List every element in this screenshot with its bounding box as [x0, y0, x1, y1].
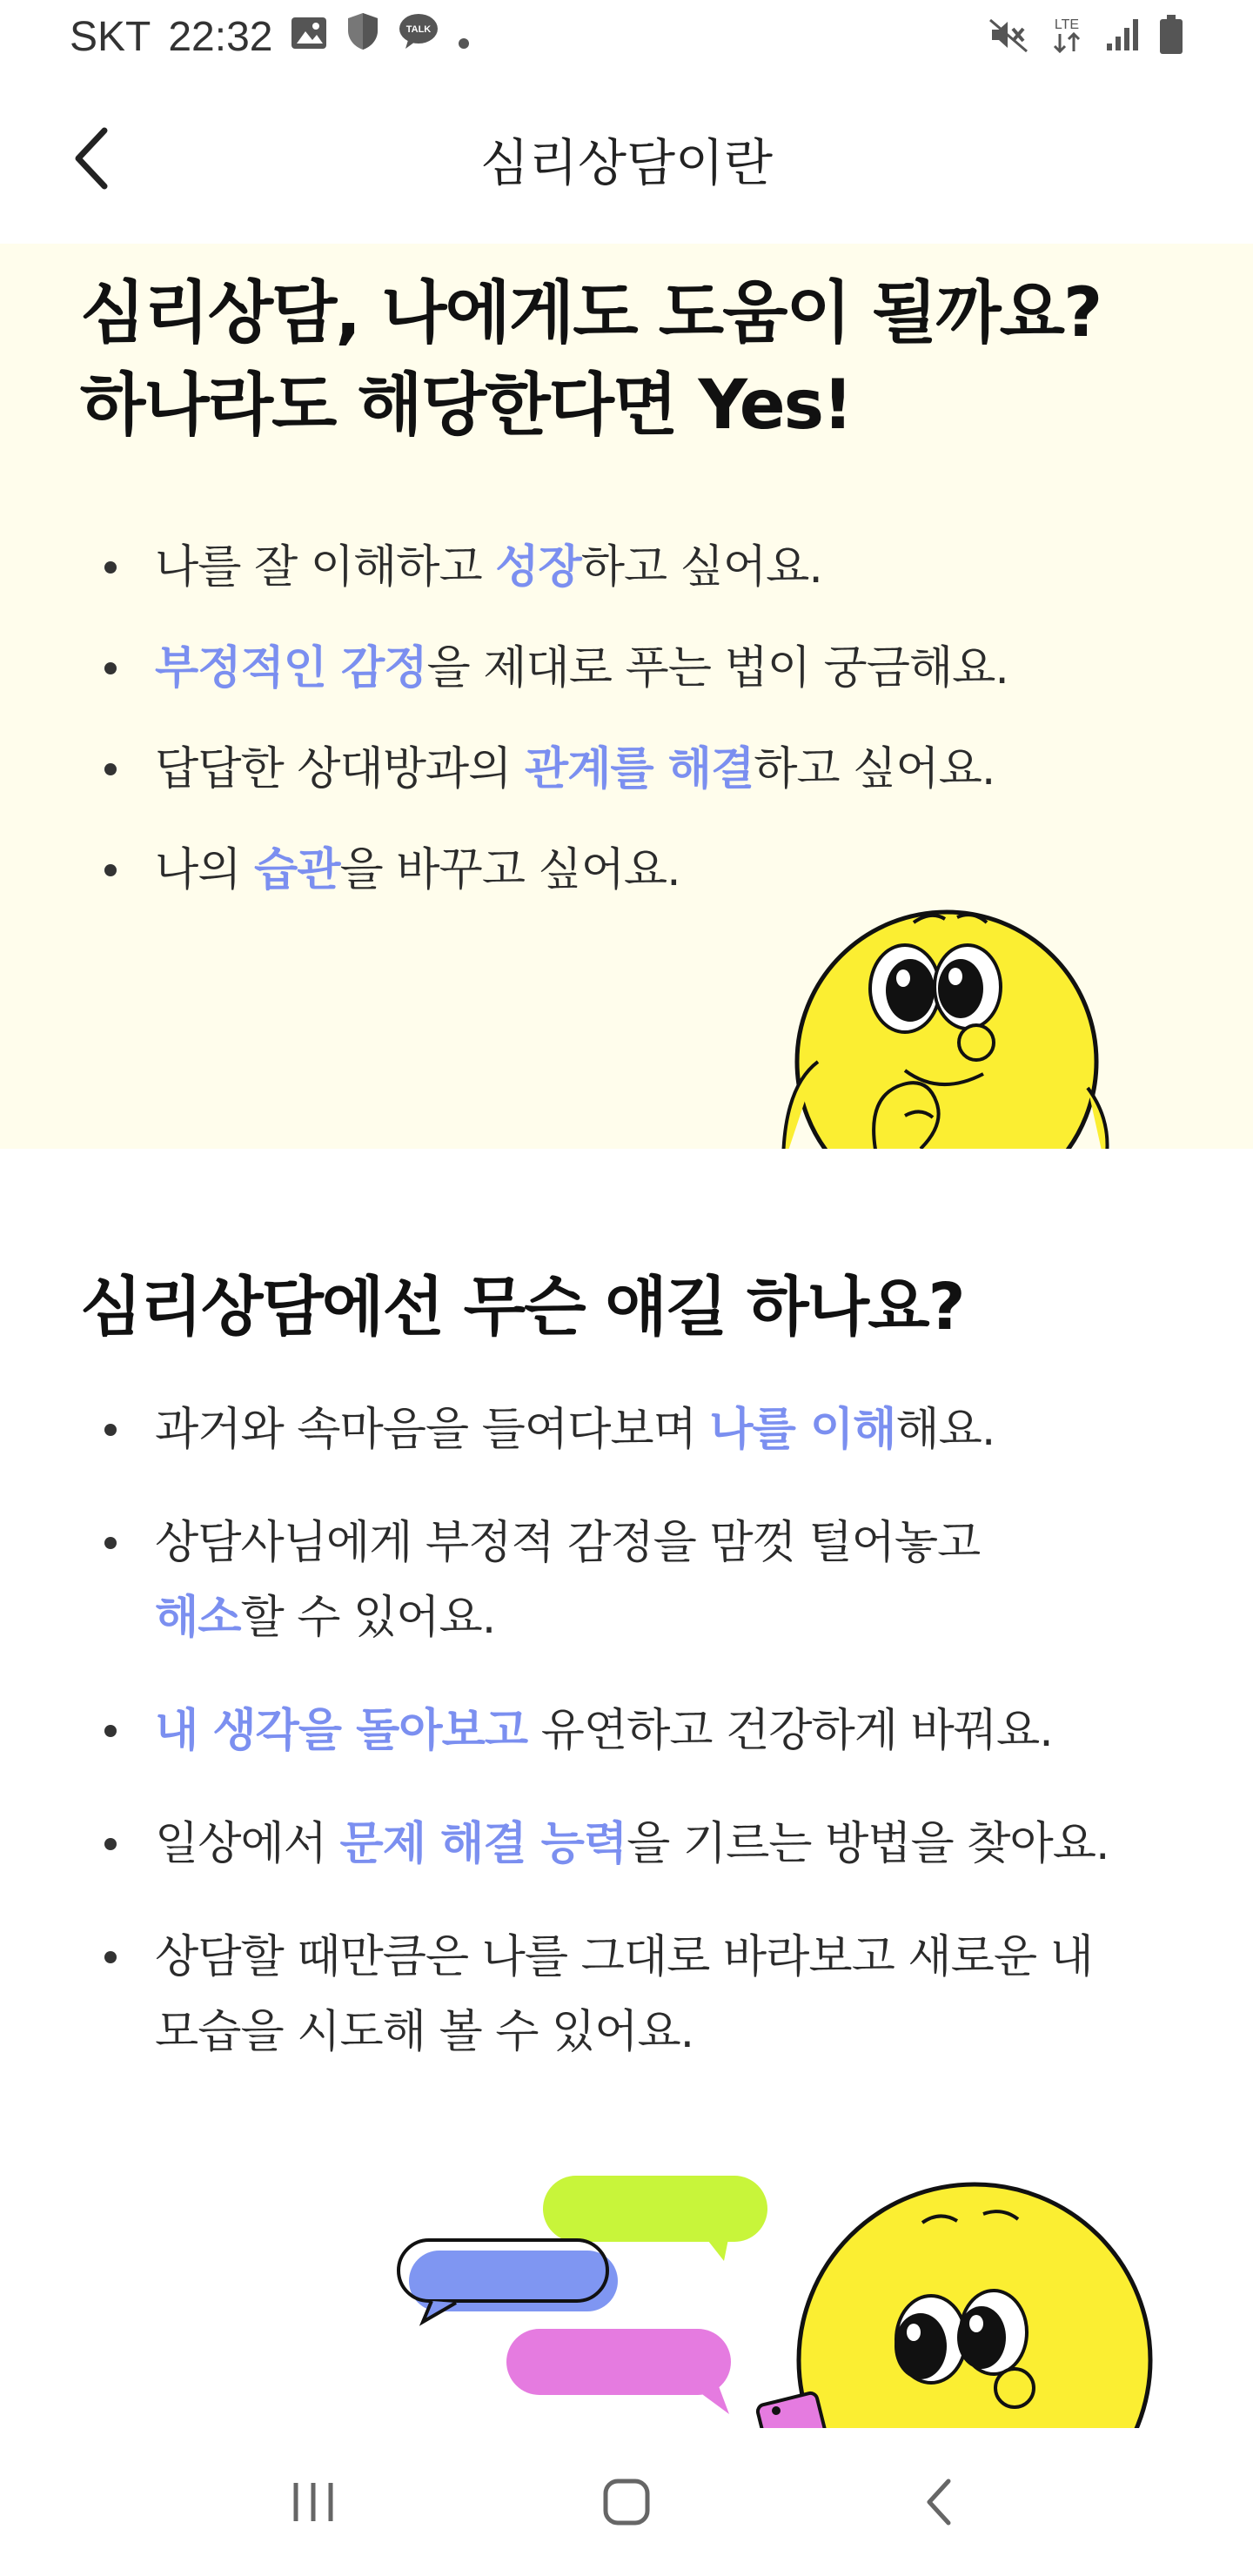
clock: 22:32: [168, 13, 273, 60]
section2-heading: 심리상담에선 무슨 얘길 하나요?: [80, 1270, 964, 1345]
list-item: 부정적인 감정을 제대로 푸는 법이 궁금해요.: [80, 618, 1008, 719]
topics-list: [80, 1392, 1109, 2070]
app-bar: [0, 73, 1253, 244]
list-item: 나를 잘 이해하고 성장하고 싶어요.: [80, 517, 1008, 618]
signal-icon: [1105, 17, 1140, 56]
intro-section: [0, 244, 1253, 1149]
back-icon: [922, 2476, 957, 2528]
system-nav-bar: [0, 2428, 1253, 2576]
checklist: [80, 517, 1008, 921]
list-item: 내 생각을 돌아보고 유연하고 건강하게 바꿔요.: [80, 1694, 1109, 1768]
lte-icon: [1048, 15, 1086, 58]
list-item: 상담할 때만큼은 나를 그대로 바라보고 새로운 내 모습을 시도해 볼 수 있어요.: [80, 1920, 1109, 2070]
notification-dot-icon: [457, 13, 471, 61]
list-item: 답답한 상대방과의 관계를 해결하고 싶어요.: [80, 719, 1008, 820]
gallery-icon: [290, 13, 328, 61]
page-title: 심리상담이란: [479, 133, 774, 192]
chatting-mascot-illustration: [383, 2158, 1166, 2437]
home-icon: [600, 2476, 653, 2528]
list-item: 과거와 속마음을 들여다보며 나를 이해해요.: [80, 1392, 1109, 1467]
carrier-label: SKT: [70, 13, 151, 60]
shield-icon: [345, 11, 380, 62]
home-button[interactable]: [566, 2450, 687, 2554]
thinking-mascot-illustration: [774, 888, 1140, 1149]
recent-apps-button[interactable]: [252, 2450, 374, 2554]
svg-text:TALK: TALK: [406, 24, 432, 35]
list-item: 나의 습관을 바꾸고 싶어요.: [80, 820, 1008, 921]
chevron-left-icon: [66, 124, 118, 193]
system-back-button[interactable]: [879, 2450, 1001, 2554]
section1-heading-line1: 심리상담, 나에게도 도움이 될까요?: [80, 274, 1102, 352]
status-bar: [0, 0, 1253, 73]
lte-label: LTE: [1054, 17, 1080, 32]
list-item: 일상에서 문제 해결 능력을 기르는 방법을 찾아요.: [80, 1807, 1109, 1882]
recent-apps-icon: [289, 2478, 338, 2526]
back-button[interactable]: [50, 117, 134, 200]
section1-heading-line2: 하나라도 해당한다면 Yes!: [80, 366, 852, 445]
battery-icon: [1159, 15, 1183, 58]
mute-icon: [988, 17, 1029, 57]
kakaotalk-icon: [398, 12, 439, 61]
list-item: 상담사님에게 부정적 감정을 맘껏 털어놓고 해소할 수 있어요.: [80, 1506, 1109, 1655]
